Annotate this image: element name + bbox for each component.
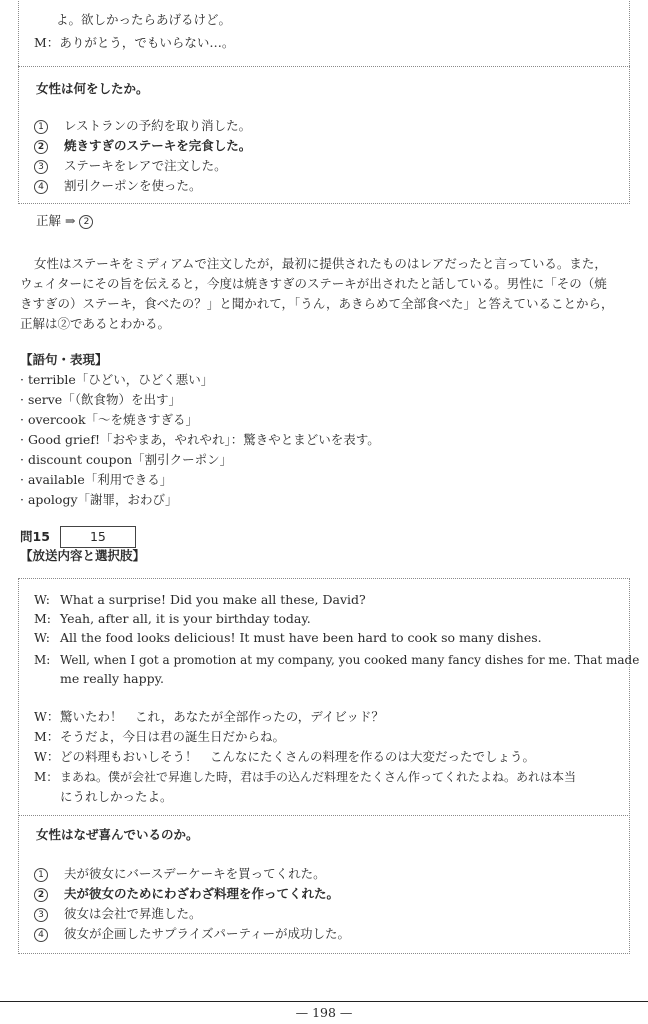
q14-option-4 — [34, 176, 202, 196]
vocab-item: · available「利用できる」 — [20, 472, 173, 487]
answer-line — [36, 211, 109, 231]
vocab-item: · overcook「～を焼きすぎる」 — [20, 412, 199, 427]
vocab-item: · terrible「ひどい，ひどく悪い」 — [20, 372, 214, 387]
dialogue-ja-line — [34, 767, 576, 787]
option-text: ステーキをレアで注文した。 — [64, 158, 227, 173]
option-number: 3 — [34, 160, 48, 174]
q15-label: 問15 — [20, 529, 50, 544]
q15-number-box: 15 — [60, 526, 136, 548]
speaker: W: — [34, 592, 50, 607]
dialogue-ja-line — [34, 727, 285, 747]
option-text: 彼女は会社で昇進した。 — [64, 906, 202, 921]
explanation-line: 正解は②であるとわかる。 — [20, 316, 171, 331]
dialogue-ja-line — [34, 747, 535, 767]
vocab-item: · apology「謝罪，おわび」 — [20, 492, 178, 507]
dialogue-en-line — [34, 628, 542, 648]
dialogue-line — [34, 33, 234, 53]
explanation-line: きすぎの）ステーキ，食べたの？」と聞かれて，「うん，あきらめて全部食べた」と答えていることから， — [20, 296, 614, 311]
option-number: 2 — [34, 140, 48, 154]
option-number: 4 — [34, 180, 48, 194]
dialogue-text: まあね。僕が会社で昇進した時，君は手の込んだ料理をたくさん作ってくれたよね。あれは本当 — [60, 770, 577, 784]
vocab-heading: 【語句・表現】 — [20, 352, 108, 367]
dialogue-text: All the food looks delicious! It must have been hard to cook so many dishes. — [60, 630, 542, 645]
speaker: W： — [34, 709, 60, 724]
box-divider — [18, 815, 630, 816]
option-text: 彼女が企画したサプライズパーティーが成功した。 — [64, 926, 351, 941]
dialogue-line: よ。欲しかったらあげるけど。 — [56, 12, 232, 27]
dialogue-text: Yeah, after all, it is your birthday today. — [60, 611, 311, 626]
box-divider — [18, 66, 630, 67]
option-number: 4 — [34, 928, 48, 942]
option-text: 焼きすぎのステーキを完食した。 — [64, 138, 252, 153]
dialogue-en-line — [34, 650, 639, 670]
q15-header — [20, 526, 136, 548]
speaker: M： — [34, 770, 59, 784]
dialogue-text: Well, when I got a promotion at my company, you cooked many fancy dishes for me. That made — [60, 653, 640, 667]
dialogue-ja-line: にうれしかったよ。 — [60, 789, 173, 804]
q15-option-1 — [34, 864, 326, 884]
vocab-item: · serve「（飲食物）を出す」 — [20, 392, 181, 407]
dialogue-en-line: me really happy. — [60, 671, 164, 686]
q14-option-2 — [34, 136, 251, 156]
speaker: M： — [34, 35, 60, 50]
q15-option-2 — [34, 884, 339, 904]
dialogue-ja-line — [34, 707, 384, 727]
dialogue-text: そうだよ，今日は君の誕生日だからね。 — [60, 729, 286, 744]
dialogue-text: ありがとう，でもいらない…。 — [59, 35, 235, 50]
q14-question: 女性は何をしたか。 — [36, 81, 149, 96]
option-text: レストランの予約を取り消した。 — [64, 118, 252, 133]
dialogue-text: どの料理もおいしそう！ こんなにたくさんの料理を作るのは大変だったでしょう。 — [60, 749, 536, 764]
option-text: 夫が彼女のためにわざわざ料理を作ってくれた。 — [64, 886, 340, 901]
option-text: 割引クーポンを使った。 — [64, 178, 202, 193]
footer-rule — [0, 1001, 648, 1002]
explanation-line: 女性はステーキをミディアムで注文したが，最初に提供されたものはレアだったと言っている。また， — [34, 256, 607, 271]
speaker: M： — [34, 729, 60, 744]
speaker: W： — [34, 749, 60, 764]
vocab-item: · Good grief!「おやまあ，やれやれ」：驚きやとまどいを表す。 — [20, 432, 380, 447]
option-number: 1 — [34, 120, 48, 134]
answer-label: 正解 ⇒ — [36, 213, 76, 228]
q14-option-3 — [34, 156, 227, 176]
option-text: 夫が彼女にバースデーケーキを買ってくれた。 — [64, 866, 326, 881]
q15-option-4 — [34, 924, 350, 944]
option-number: 3 — [34, 908, 48, 922]
dialogue-text: What a surprise! Did you make all these, David? — [60, 592, 366, 607]
option-number: 2 — [34, 888, 48, 902]
answer-number: 2 — [79, 215, 93, 229]
q15-section-heading: 【放送内容と選択肢】 — [20, 548, 146, 563]
q15-question: 女性はなぜ喜んでいるのか。 — [36, 827, 199, 842]
speaker: M: — [34, 611, 52, 626]
q15-option-3 — [34, 904, 202, 924]
option-number: 1 — [34, 868, 48, 882]
speaker: W: — [34, 630, 50, 645]
dialogue-text: 驚いたわ！ これ，あなたが全部作ったの，デイビッド？ — [60, 709, 384, 724]
q14-option-1 — [34, 116, 251, 136]
dialogue-en-line — [34, 590, 366, 610]
page-number: — 198 — — [295, 1005, 353, 1020]
speaker: M: — [34, 653, 51, 667]
dialogue-en-line — [34, 609, 311, 629]
explanation-line: ウェイターにその旨を伝えると，今度は焼きすぎのステーキが出されたと話している。男性に「その（焼 — [20, 276, 607, 291]
vocab-item: · discount coupon「割引クーポン」 — [20, 452, 233, 467]
